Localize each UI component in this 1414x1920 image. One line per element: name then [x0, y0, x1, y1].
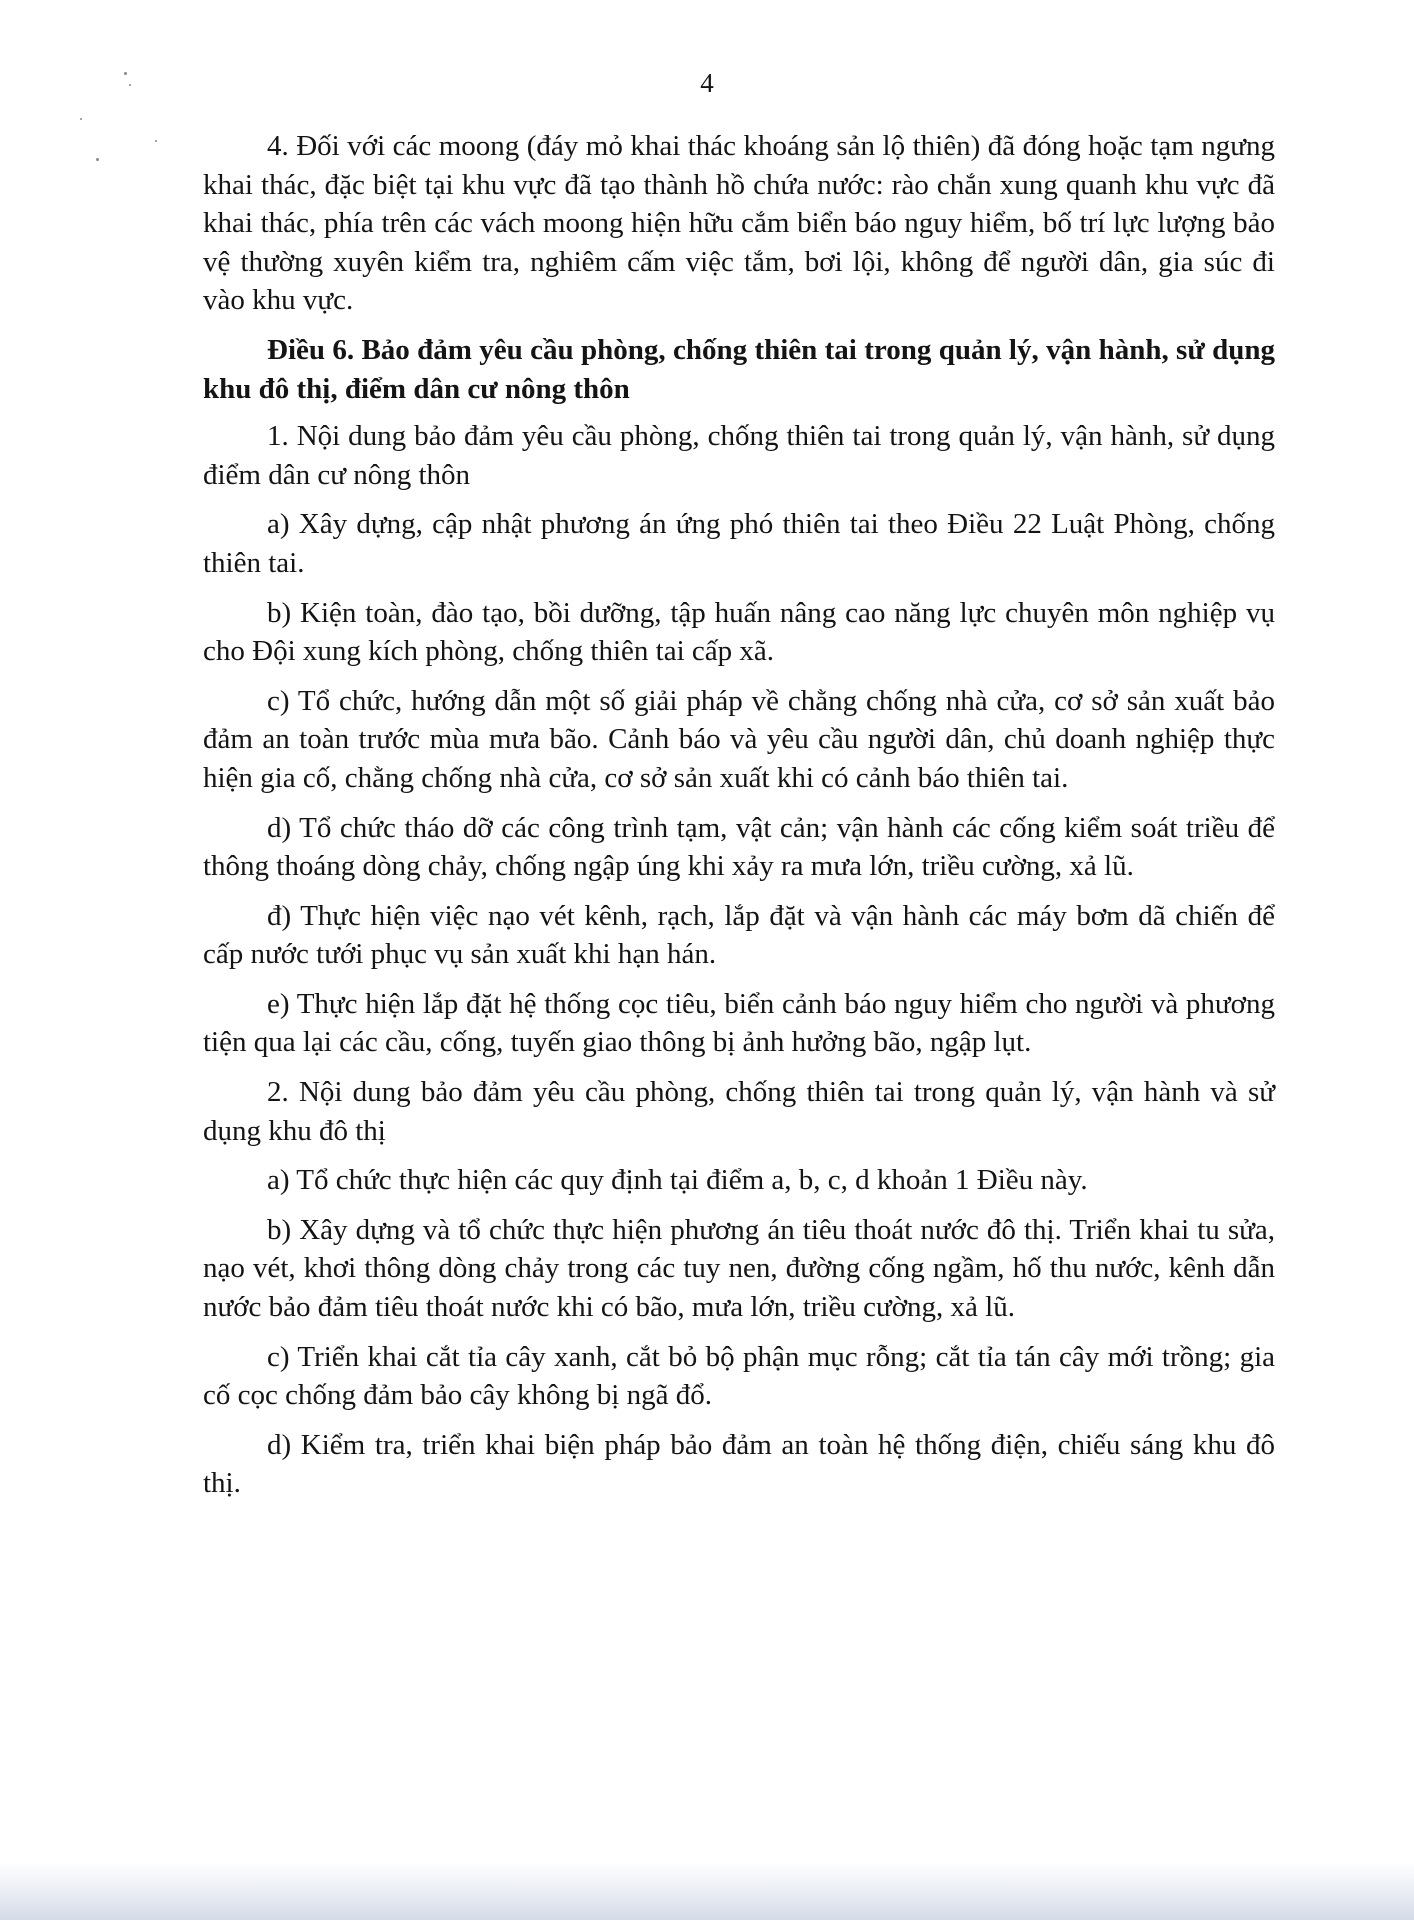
- paragraph-item-1: 1. Nội dung bảo đảm yêu cầu phòng, chống thiên tai trong quản lý, vận hành, sử dụng điểm dân cư nông thôn: [203, 420, 1275, 491]
- scan-speck: [80, 118, 82, 120]
- scan-speck: [155, 140, 157, 142]
- paragraph-item-1d: d) Tổ chức tháo dỡ các công trình tạm, vật cản; vận hành các cống kiểm soát triều để thông thoáng dòng chảy, chống ngập úng khi xảy ra mưa lớn, triều cường, xả lũ.: [203, 811, 1275, 883]
- document-body: [203, 127, 1275, 1514]
- paragraph-item-1dd: đ) Thực hiện việc nạo vét kênh, rạch, lắp đặt và vận hành các máy bơm dã chiến để cấp nước tưới phục vụ sản xuất khi hạn hán.: [203, 899, 1275, 971]
- paragraph-item-2d: d) Kiểm tra, triển khai biện pháp bảo đảm an toàn hệ thống điện, chiếu sáng khu đô thị.: [203, 1428, 1275, 1500]
- paragraph-item-1b: b) Kiện toàn, đào tạo, bồi dưỡng, tập huấn nâng cao năng lực chuyên môn nghiệp vụ cho Đội xung kích phòng, chống thiên tai cấp xã.: [203, 596, 1275, 668]
- scan-speck: [96, 158, 99, 161]
- paragraph-item-2a: a) Tổ chức thực hiện các quy định tại điểm a, b, c, d khoản 1 Điều này.: [267, 1164, 1088, 1197]
- paragraph-item-2b: b) Xây dựng và tổ chức thực hiện phương án tiêu thoát nước đô thị. Triển khai tu sửa, nạo vét, khơi thông dòng chảy trong các tuy nen, đường cống ngầm, hố thu nước, kênh dẫn nước bảo đảm tiêu thoát nước khi có bão, mưa lớn, triều cường, xả lũ.: [203, 1213, 1275, 1324]
- paragraph-item-2: 2. Nội dung bảo đảm yêu cầu phòng, chống thiên tai trong quản lý, vận hành và sử dụng khu đô thị: [203, 1076, 1275, 1147]
- paragraph-article5-item4: 4. Đối với các moong (đáy mỏ khai thác khoáng sản lộ thiên) đã đóng hoặc tạm ngưng khai thác, đặc biệt tại khu vực đã tạo thành hồ chứa nước: rào chắn xung quanh khu vực đã khai thác, phía trên các vách moong hiện hữu cắm biển báo nguy hiểm, bố trí lực lượng bảo vệ thường xuyên kiểm tra, nghiêm cấm việc tắm, bơi lội, không để người dân, gia súc đi vào khu vực.: [203, 130, 1275, 317]
- scan-edge-smudge: [0, 1862, 1414, 1920]
- paragraph-item-1e: e) Thực hiện lắp đặt hệ thống cọc tiêu, biển cảnh báo nguy hiểm cho người và phương tiện qua lại các cầu, cống, tuyến giao thông bị ảnh hưởng bão, ngập lụt.: [203, 987, 1275, 1059]
- page-number: 4: [700, 68, 714, 98]
- paragraph-item-1a: a) Xây dựng, cập nhật phương án ứng phó thiên tai theo Điều 22 Luật Phòng, chống thiên tai.: [203, 508, 1275, 579]
- article-6-heading: Điều 6. Bảo đảm yêu cầu phòng, chống thiên tai trong quản lý, vận hành, sử dụng khu đô thị, điểm dân cư nông thôn: [203, 333, 1275, 405]
- paragraph-item-2c: c) Triển khai cắt tỉa cây xanh, cắt bỏ bộ phận mục rỗng; cắt tỉa tán cây mới trồng; gia cố cọc chống đảm bảo cây không bị ngã đổ.: [203, 1340, 1275, 1412]
- paragraph-item-1c: c) Tổ chức, hướng dẫn một số giải pháp về chằng chống nhà cửa, cơ sở sản xuất bảo đảm an toàn trước mùa mưa bão. Cảnh báo và yêu cầu người dân, chủ doanh nghiệp thực hiện gia cố, chằng chống nhà cửa, cơ sở sản xuất khi có cảnh báo thiên tai.: [203, 684, 1275, 794]
